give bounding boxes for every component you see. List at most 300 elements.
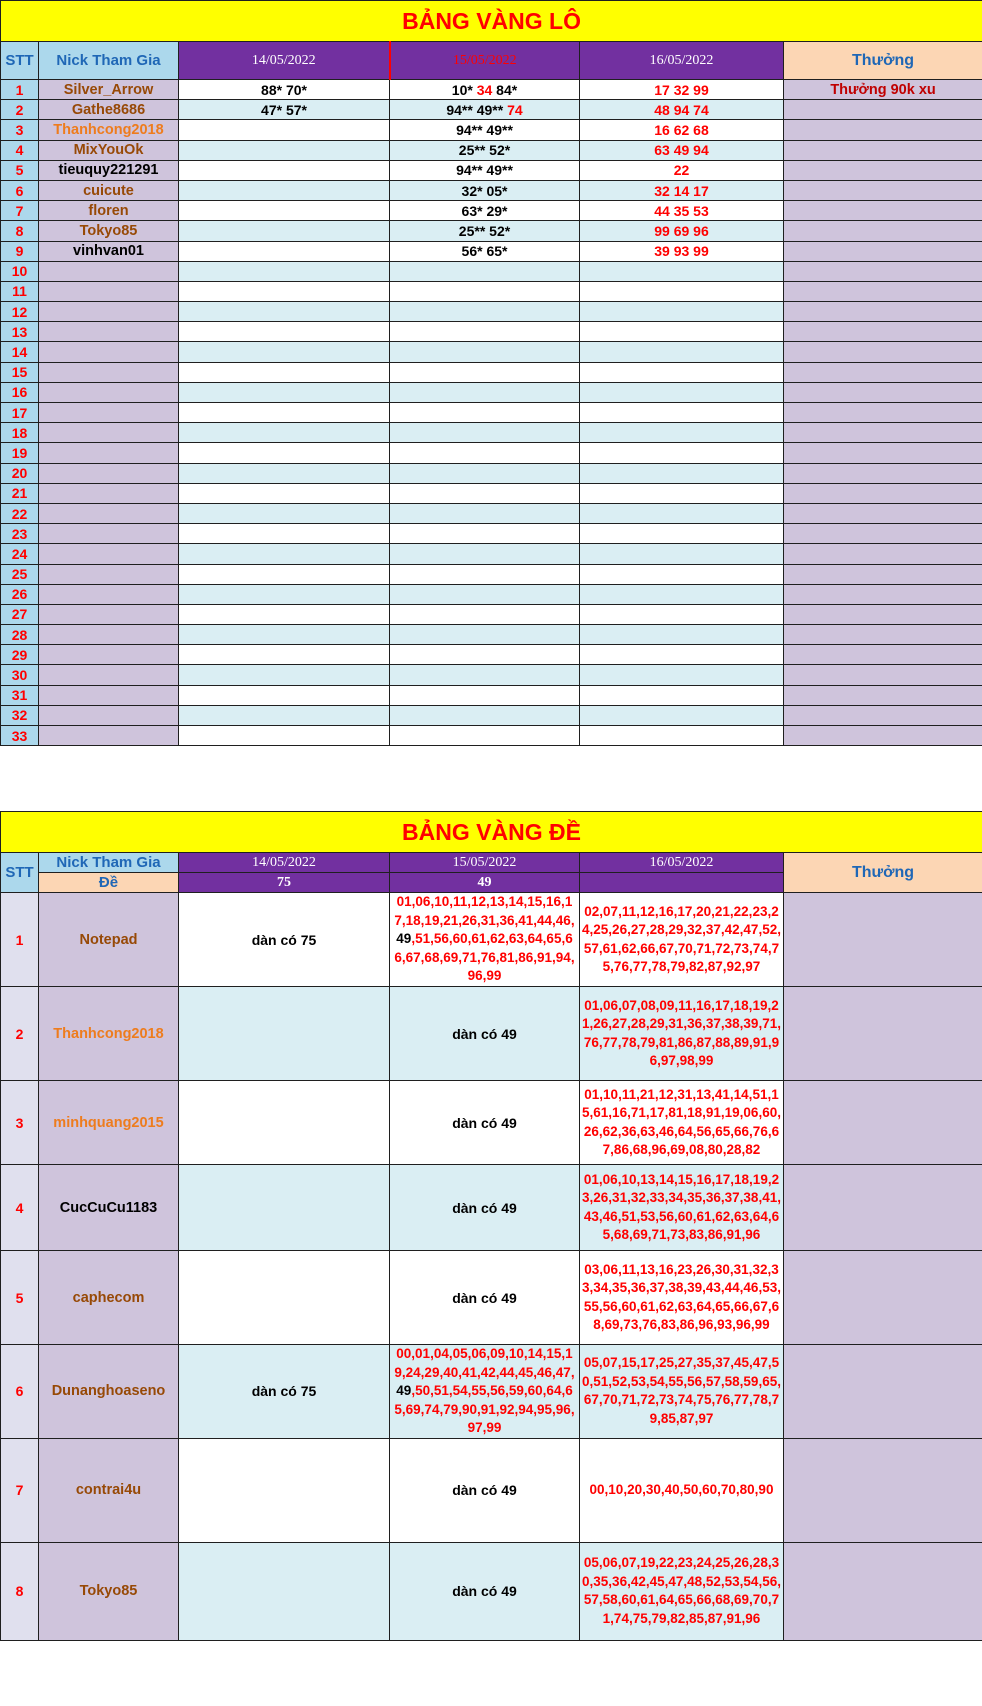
lo-cell-nick: Silver_Arrow (39, 80, 179, 100)
de-header-nick: Nick Tham Gia (39, 853, 179, 873)
de-d2-hit: 49 (396, 1383, 412, 1398)
lo-row (1, 423, 982, 443)
lo-cell-stt: 2 (1, 100, 39, 120)
lo-cell-d1 (179, 665, 390, 685)
de-cell-d2 (390, 1165, 580, 1251)
lo-cell-thuong (784, 524, 982, 544)
de-row (1, 1438, 982, 1542)
lo-cell-nick: Gathe8686 (39, 100, 179, 120)
lo-cell-nick (39, 382, 179, 402)
lo-table (0, 0, 982, 746)
lo-cell-nick: floren (39, 201, 179, 221)
de-cell-stt: 8 (1, 1542, 39, 1640)
lo-cell-d3: 32 14 17 (580, 180, 784, 200)
de-cell-thuong (784, 1542, 982, 1640)
lo-cell-thuong (784, 685, 982, 705)
lo-cell-d2 (390, 544, 580, 564)
lo-cell-stt: 26 (1, 584, 39, 604)
lo-cell-stt: 31 (1, 685, 39, 705)
lo-cell-d3 (580, 685, 784, 705)
lo-row (1, 241, 982, 261)
lo-cell-d3 (580, 362, 784, 382)
lo-cell-stt: 30 (1, 665, 39, 685)
lo-cell-d1 (179, 342, 390, 362)
lo-row (1, 705, 982, 725)
lo-cell-thuong (784, 201, 982, 221)
lo-cell-thuong (784, 180, 982, 200)
lo-cell-nick (39, 685, 179, 705)
lo-cell-stt: 3 (1, 120, 39, 140)
lo-cell-d1 (179, 241, 390, 261)
lo-cell-stt: 8 (1, 221, 39, 241)
de-cell-d2 (390, 1081, 580, 1165)
lo-cell-nick (39, 705, 179, 725)
lo-cell-d1 (179, 281, 390, 301)
lo-cell-thuong (784, 665, 982, 685)
de-header-stt: STT (1, 853, 39, 893)
lo-body (1, 80, 982, 746)
lo-title: BẢNG VÀNG LÔ (1, 1, 982, 42)
lo-cell-stt: 13 (1, 322, 39, 342)
lo-cell-stt: 7 (1, 201, 39, 221)
lo-cell-d3: 99 69 96 (580, 221, 784, 241)
lo-cell-stt: 27 (1, 604, 39, 624)
de-cell-thuong (784, 1165, 982, 1251)
lo-row (1, 302, 982, 322)
de-row (1, 1165, 982, 1251)
lo-cell-nick: vinhvan01 (39, 241, 179, 261)
lo-cell-nick (39, 443, 179, 463)
lo-cell-d3 (580, 463, 784, 483)
lo-cell-d3 (580, 423, 784, 443)
lo-cell-d3 (580, 726, 784, 746)
lo-cell-d2 (390, 604, 580, 624)
lo-cell-d2 (390, 140, 580, 160)
lo-cell-nick (39, 342, 179, 362)
lo-cell-d2 (390, 120, 580, 140)
lo-cell-thuong (784, 261, 982, 281)
lo-cell-d3 (580, 584, 784, 604)
lo-cell-d3: 17 32 99 (580, 80, 784, 100)
lo-cell-thuong (784, 625, 982, 645)
lo-cell-d3 (580, 503, 784, 523)
lo-cell-nick (39, 564, 179, 584)
lo-cell-thuong (784, 120, 982, 140)
lo-cell-d2 (390, 665, 580, 685)
de-cell-d1: dàn có 75 (179, 1345, 390, 1439)
lo-header-date-1: 14/05/2022 (179, 42, 390, 80)
lo-cell-thuong (784, 322, 982, 342)
lo-cell-d3: 48 94 74 (580, 100, 784, 120)
lo-cell-stt: 6 (1, 180, 39, 200)
lo-cell-d1 (179, 524, 390, 544)
lo-cell-d2 (390, 463, 580, 483)
lo-cell-stt: 10 (1, 261, 39, 281)
lo-cell-nick (39, 625, 179, 645)
lo-cell-d3 (580, 665, 784, 685)
lo-cell-thuong (784, 443, 982, 463)
lo-cell-stt: 33 (1, 726, 39, 746)
lo-row (1, 221, 982, 241)
lo-cell-d1 (179, 221, 390, 241)
lo-cell-d2 (390, 483, 580, 503)
lo-cell-thuong (784, 544, 982, 564)
lo-cell-d2 (390, 180, 580, 200)
de-cell-thuong (784, 1345, 982, 1439)
lo-cell-d2 (390, 160, 580, 180)
lo-cell-d1 (179, 685, 390, 705)
lo-cell-d1 (179, 362, 390, 382)
lo-cell-thuong (784, 503, 982, 523)
lo-cell-thuong: Thưởng 90k xu (784, 80, 982, 100)
lo-cell-nick (39, 362, 179, 382)
de-row (1, 1081, 982, 1165)
lo-cell-thuong (784, 423, 982, 443)
lo-cell-d2 (390, 322, 580, 342)
lo-row (1, 382, 982, 402)
de-cell-nick: Tokyo85 (39, 1542, 179, 1640)
lo-cell-d2 (390, 625, 580, 645)
lo-row (1, 584, 982, 604)
lo-row (1, 180, 982, 200)
lo-cell-d1: 88* 70* (179, 80, 390, 100)
de-title: BẢNG VÀNG ĐỀ (1, 812, 982, 853)
de-cell-d1 (179, 1165, 390, 1251)
lo-cell-d3 (580, 403, 784, 423)
lo-cell-d2 (390, 403, 580, 423)
lo-cell-nick (39, 423, 179, 443)
lo-cell-d3 (580, 281, 784, 301)
de-cell-nick: CucCuCu1183 (39, 1165, 179, 1251)
lo-cell-stt: 16 (1, 382, 39, 402)
lo-cell-d3: 22 (580, 160, 784, 180)
lo-cell-thuong (784, 726, 982, 746)
lo-d2-part: 56* 65* (461, 243, 508, 260)
lo-cell-d1 (179, 120, 390, 140)
lo-row (1, 483, 982, 503)
lo-cell-nick (39, 261, 179, 281)
lo-row (1, 281, 982, 301)
lo-cell-nick (39, 281, 179, 301)
lo-row (1, 140, 982, 160)
lo-cell-thuong (784, 221, 982, 241)
lo-cell-nick (39, 726, 179, 746)
lo-cell-stt: 19 (1, 443, 39, 463)
lo-row (1, 726, 982, 746)
lo-header-nick: Nick Tham Gia (39, 42, 179, 80)
lo-cell-stt: 23 (1, 524, 39, 544)
de-cell-thuong (784, 1251, 982, 1345)
lo-cell-d2 (390, 705, 580, 725)
lo-cell-d2 (390, 685, 580, 705)
de-header-row-1 (1, 853, 982, 873)
lo-cell-d3 (580, 382, 784, 402)
de-cell-d2 (390, 1542, 580, 1640)
lo-cell-nick (39, 403, 179, 423)
lo-d2-part: 94** 49** (446, 101, 508, 118)
lo-banner-row (1, 1, 982, 42)
lo-cell-stt: 9 (1, 241, 39, 261)
lo-cell-d3 (580, 443, 784, 463)
de-d2-part: dàn có 49 (452, 1482, 517, 1498)
lo-cell-stt: 28 (1, 625, 39, 645)
lo-cell-d3 (580, 564, 784, 584)
lo-cell-thuong (784, 645, 982, 665)
lo-row (1, 604, 982, 624)
lo-row (1, 160, 982, 180)
lo-cell-thuong (784, 342, 982, 362)
de-row (1, 1345, 982, 1439)
lo-cell-d3 (580, 322, 784, 342)
lo-cell-d2 (390, 241, 580, 261)
lo-cell-d3 (580, 261, 784, 281)
lo-cell-d1 (179, 584, 390, 604)
lo-cell-d2 (390, 423, 580, 443)
lo-row (1, 524, 982, 544)
lo-cell-nick (39, 322, 179, 342)
lo-row (1, 362, 982, 382)
de-d2-part: 01,06,10,11,12,13,14,15,16,17,18,19,21,26,31,36,41,44,46, (394, 894, 575, 928)
lo-cell-d1 (179, 604, 390, 624)
lo-cell-d1 (179, 140, 390, 160)
de-cell-d3: 01,10,11,21,12,31,13,41,14,51,15,61,16,71,17,81,18,91,19,06,60,26,62,36,63,46,64,56,65,66,76,67,86,68,96,69,08,80,28,82 (580, 1081, 784, 1165)
lo-row (1, 564, 982, 584)
de-cell-nick: contrai4u (39, 1438, 179, 1542)
lo-cell-d3 (580, 544, 784, 564)
lo-cell-stt: 29 (1, 645, 39, 665)
de-cell-thuong (784, 1438, 982, 1542)
lo-header-row (1, 42, 982, 80)
lo-cell-d2 (390, 221, 580, 241)
de-d2-part: dàn có 49 (452, 1583, 517, 1599)
lo-cell-nick (39, 665, 179, 685)
lo-cell-d1 (179, 726, 390, 746)
de-row (1, 893, 982, 987)
de-cell-nick: Notepad (39, 893, 179, 987)
lo-d2-hit: 74 (507, 101, 523, 118)
lo-cell-nick: Tokyo85 (39, 221, 179, 241)
lo-cell-nick: tieuquy221291 (39, 160, 179, 180)
de-cell-stt: 1 (1, 893, 39, 987)
de-cell-thuong (784, 893, 982, 987)
lo-row (1, 100, 982, 120)
lo-cell-d3 (580, 483, 784, 503)
lo-cell-stt: 20 (1, 463, 39, 483)
lo-cell-d1 (179, 322, 390, 342)
lo-cell-nick (39, 524, 179, 544)
de-cell-d1 (179, 987, 390, 1081)
lo-cell-stt: 4 (1, 140, 39, 160)
de-cell-nick: caphecom (39, 1251, 179, 1345)
lo-d2-part: 94** 49** (456, 121, 513, 138)
lo-cell-d1: 47* 57* (179, 100, 390, 120)
de-cell-d3: 05,07,15,17,25,27,35,37,45,47,50,51,52,53,54,55,56,57,58,59,65,67,70,71,72,73,74,75,76,77,78,79,85,87,97 (580, 1345, 784, 1439)
lo-row (1, 80, 982, 100)
de-cell-nick: Dunanghoaseno (39, 1345, 179, 1439)
lo-d2-part: 84* (492, 81, 518, 98)
de-result-1: 75 (179, 873, 390, 893)
lo-cell-nick (39, 604, 179, 624)
de-cell-thuong (784, 1081, 982, 1165)
lo-cell-nick (39, 483, 179, 503)
lo-cell-d1 (179, 503, 390, 523)
lo-header-stt: STT (1, 42, 39, 80)
lo-cell-thuong (784, 140, 982, 160)
de-cell-stt: 6 (1, 1345, 39, 1439)
lo-row (1, 463, 982, 483)
lo-cell-thuong (784, 362, 982, 382)
lo-row (1, 685, 982, 705)
lo-cell-d1 (179, 382, 390, 402)
lo-cell-d3 (580, 604, 784, 624)
de-d2-part: ,50,51,54,55,56,59,60,64,65,69,74,79,90,91,92,94,95,96,97,99 (394, 1383, 575, 1435)
lo-cell-stt: 22 (1, 503, 39, 523)
lo-cell-nick (39, 544, 179, 564)
lo-cell-d2 (390, 382, 580, 402)
lo-cell-stt: 32 (1, 705, 39, 725)
lo-cell-stt: 25 (1, 564, 39, 584)
lo-cell-d1 (179, 544, 390, 564)
de-table (0, 811, 982, 1641)
lo-row (1, 322, 982, 342)
lo-cell-d3 (580, 342, 784, 362)
de-cell-d3: 03,06,11,13,16,23,26,30,31,32,33,34,35,36,37,38,39,43,44,46,53,55,56,60,61,62,63,64,65,66,67,68,69,73,76,83,86,96,93,96,99 (580, 1251, 784, 1345)
de-cell-stt: 5 (1, 1251, 39, 1345)
lo-cell-stt: 1 (1, 80, 39, 100)
de-cell-d1 (179, 1251, 390, 1345)
lo-cell-d1 (179, 261, 390, 281)
de-cell-nick: minhquang2015 (39, 1081, 179, 1165)
lo-cell-d2 (390, 503, 580, 523)
de-d2-part: dàn có 49 (452, 1025, 517, 1042)
lo-row (1, 503, 982, 523)
lo-cell-d1 (179, 564, 390, 584)
de-d2-part: dàn có 49 (452, 1199, 517, 1216)
lo-cell-d1 (179, 625, 390, 645)
lo-cell-thuong (784, 382, 982, 402)
lo-cell-stt: 5 (1, 160, 39, 180)
lo-cell-thuong (784, 483, 982, 503)
lo-d2-part: 63* 29* (461, 202, 508, 219)
lo-cell-thuong (784, 100, 982, 120)
lo-cell-d2 (390, 524, 580, 544)
lo-cell-stt: 17 (1, 403, 39, 423)
de-d2-part: ,51,56,60,61,62,63,64,65,66,67,68,69,71,76,81,86,91,94,96,99 (394, 931, 575, 984)
lo-cell-nick (39, 463, 179, 483)
de-row (1, 987, 982, 1081)
lo-cell-d1 (179, 463, 390, 483)
de-cell-d1: dàn có 75 (179, 893, 390, 987)
lo-cell-d2 (390, 362, 580, 382)
lo-cell-d1 (179, 423, 390, 443)
lo-cell-d2 (390, 342, 580, 362)
lo-cell-nick (39, 503, 179, 523)
de-cell-d1 (179, 1438, 390, 1542)
lo-header-date-2: 15/05/2022 (390, 42, 580, 80)
lo-row (1, 201, 982, 221)
de-cell-d1 (179, 1081, 390, 1165)
de-cell-d2 (390, 987, 580, 1081)
lo-cell-thuong (784, 564, 982, 584)
lo-cell-d3 (580, 625, 784, 645)
lo-header-thuong: Thưởng (784, 42, 982, 80)
de-cell-d3: 02,07,11,12,16,17,20,21,22,23,24,25,26,27,28,29,32,37,42,47,52,57,61,62,66,67,70,71,72,73,74,75,76,77,78,79,82,87,92,97 (580, 893, 784, 987)
de-result-2: 49 (390, 873, 580, 893)
lo-cell-d1 (179, 403, 390, 423)
lo-cell-d2 (390, 281, 580, 301)
de-cell-d2 (390, 893, 580, 987)
lo-cell-d2 (390, 261, 580, 281)
lo-cell-d3: 39 93 99 (580, 241, 784, 261)
lo-cell-thuong (784, 241, 982, 261)
lo-cell-d1 (179, 160, 390, 180)
de-cell-d3: 00,10,20,30,40,50,60,70,80,90 (580, 1438, 784, 1542)
lo-cell-thuong (784, 281, 982, 301)
lo-cell-stt: 14 (1, 342, 39, 362)
lo-cell-d1 (179, 201, 390, 221)
lo-row (1, 120, 982, 140)
lo-row (1, 261, 982, 281)
lo-cell-d3 (580, 705, 784, 725)
lo-cell-thuong (784, 302, 982, 322)
lo-cell-d1 (179, 645, 390, 665)
lo-d2-part: 32* 05* (461, 182, 508, 199)
de-cell-d3: 01,06,10,13,14,15,16,17,18,19,23,26,31,32,33,34,35,36,37,38,41,43,46,51,53,56,60,61,62,63,64,65,68,69,71,73,83,86,91,96 (580, 1165, 784, 1251)
lo-cell-d2 (390, 443, 580, 463)
de-cell-stt: 3 (1, 1081, 39, 1165)
de-cell-stt: 2 (1, 987, 39, 1081)
de-d2-part: dàn có 49 (452, 1114, 517, 1131)
lo-cell-nick (39, 584, 179, 604)
de-body (1, 893, 982, 1641)
de-cell-d1 (179, 1542, 390, 1640)
lo-cell-d3: 44 35 53 (580, 201, 784, 221)
de-header-de: Đề (39, 873, 179, 893)
lo-header-date-3: 16/05/2022 (580, 42, 784, 80)
lo-row (1, 665, 982, 685)
lo-cell-thuong (784, 160, 982, 180)
lo-cell-stt: 21 (1, 483, 39, 503)
de-cell-stt: 4 (1, 1165, 39, 1251)
de-header-thuong: Thưởng (784, 853, 982, 893)
lo-cell-thuong (784, 584, 982, 604)
lo-d2-part: 94** 49** (456, 162, 513, 179)
lo-cell-stt: 24 (1, 544, 39, 564)
lo-cell-thuong (784, 604, 982, 624)
de-cell-nick: Thanhcong2018 (39, 987, 179, 1081)
lo-cell-thuong (784, 705, 982, 725)
de-d2-part: 00,01,04,05,06,09,10,14,15,19,24,29,40,41,42,44,45,46,47, (394, 1346, 575, 1380)
lo-cell-d2 (390, 726, 580, 746)
de-header-date-1: 14/05/2022 (179, 853, 390, 873)
lo-cell-d1 (179, 705, 390, 725)
lo-d2-hit: 34 (476, 81, 493, 98)
de-banner-row (1, 812, 982, 853)
lo-cell-d1 (179, 443, 390, 463)
lo-cell-stt: 12 (1, 302, 39, 322)
lo-cell-d3: 16 62 68 (580, 120, 784, 140)
lo-row (1, 625, 982, 645)
de-row (1, 1542, 982, 1640)
de-cell-d3: 01,06,07,08,09,11,16,17,18,19,21,26,27,28,29,31,36,37,38,39,71,76,77,78,79,81,86,87,88,89,91,96,97,98,99 (580, 987, 784, 1081)
de-cell-thuong (784, 987, 982, 1081)
lo-d2-part: 10* (451, 81, 477, 98)
lo-cell-d3 (580, 524, 784, 544)
de-cell-d2 (390, 1438, 580, 1542)
lo-cell-d2 (390, 302, 580, 322)
de-row (1, 1251, 982, 1345)
lo-cell-thuong (784, 403, 982, 423)
